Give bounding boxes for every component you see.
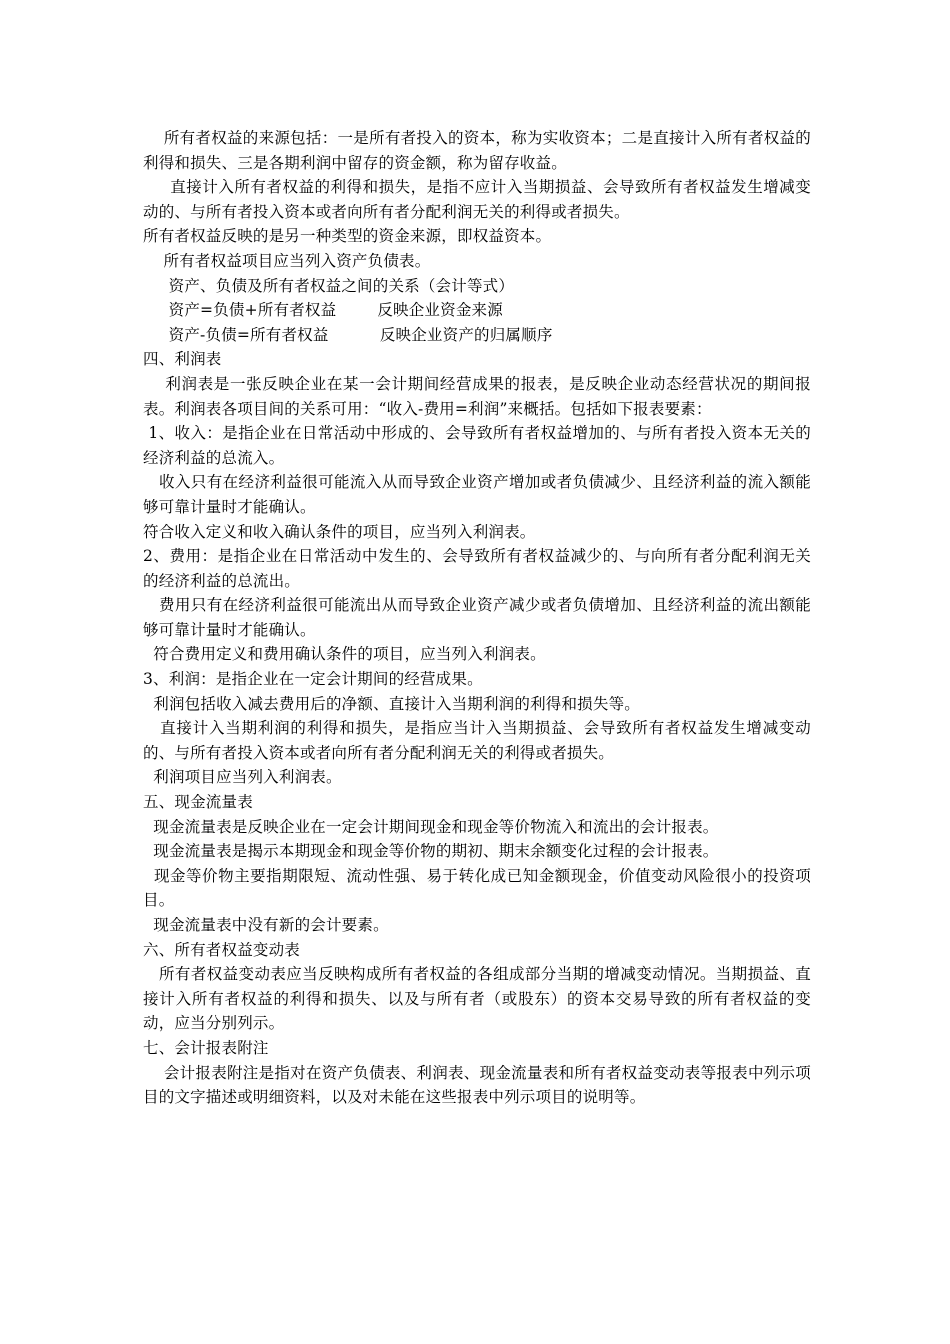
paragraph: 资产=负债+所有者权益 反映企业资金来源 [143,301,503,320]
paragraph: 现金流量表是揭示本期现金和现金等价物的期初、期末余额变化过程的会计报表。 [143,842,719,861]
paragraph: 现金等价物主要指期限短、流动性强、易于转化成已知金额现金，价值变动风险很小的投资项目。 [143,866,812,910]
paragraph: 符合收入定义和收入确认条件的项目，应当列入利润表。 [143,522,536,541]
paragraph: 2、费用：是指企业在日常活动中发生的、会导致所有者权益减少的、与向所有者分配利润无关的经济利益的总流出。 [143,547,811,590]
document-body [143,126,811,1110]
paragraph: 1、收入：是指企业在日常活动中形成的、会导致所有者权益增加的、与所有者投入资本无关的经济利益的总流入。 [143,424,811,467]
section-heading: 六、所有者权益变动表 [143,940,301,959]
section-heading: 五、现金流量表 [143,793,253,812]
paragraph: 会计报表附注是指对在资产负债表、利润表、现金流量表和所有者权益变动表等报表中列示项目的文字描述或明细资料，以及对未能在这些报表中列示项目的说明等。 [143,1063,811,1107]
paragraph: 利润表是一张反映企业在某一会计期间经营成果的报表，是反映企业动态经营状况的期间报表。利润表各项目间的关系可用：“收入-费用=利润”来概括。包括如下报表要素： [143,374,811,418]
paragraph: 现金流量表是反映企业在一定会计期间现金和现金等价物流入和流出的会计报表。 [143,817,719,836]
paragraph: 所有者权益反映的是另一种类型的资金来源，即权益资本。 [143,227,552,246]
paragraph: 所有者权益项目应当列入资产负债表。 [143,251,431,270]
paragraph: 费用只有在经济利益很可能流出从而导致企业资产减少或者负债增加、且经济利益的流出额能够可靠计量时才能确认。 [143,596,812,639]
section-heading: 七、会计报表附注 [143,1038,269,1057]
paragraph: 资产-负债=所有者权益 反映企业资产的归属顺序 [143,325,553,344]
paragraph: 直接计入当期利润的利得和损失，是指应当计入当期损益、会导致所有者权益发生增减变动的、与所有者投入资本或者向所有者分配利润无关的利得或者损失。 [143,719,811,762]
paragraph: 3、利润：是指企业在一定会计期间的经营成果。 [143,670,483,689]
paragraph: 收入只有在经济利益很可能流入从而导致企业资产增加或者负债减少、且经济利益的流入额能够可靠计量时才能确认。 [143,473,812,516]
paragraph: 所有者权益变动表应当反映构成所有者权益的各组成部分当期的增减变动情况。当期损益、直接计入所有者权益的利得和损失、以及与所有者（或股东）的资本交易导致的所有者权益的变动，应当分别列示。 [143,965,812,1033]
paragraph: 直接计入所有者权益的利得和损失，是指不应计入当期损益、会导致所有者权益发生增减变动的、与所有者投入资本或者向所有者分配利润无关的利得或者损失。 [143,178,811,221]
paragraph: 符合费用定义和费用确认条件的项目，应当列入利润表。 [143,645,546,664]
paragraph: 利润项目应当列入利润表。 [143,768,342,787]
paragraph: 所有者权益的来源包括：一是所有者投入的资本，称为实收资本；二是直接计入所有者权益的利得和损失、三是各期利润中留存的资金额，称为留存收益。 [143,129,811,172]
paragraph: 利润包括收入减去费用后的净额、直接计入当期利润的利得和损失等。 [143,694,640,713]
paragraph: 现金流量表中没有新的会计要素。 [143,916,389,934]
paragraph: 资产、负债及所有者权益之间的关系（会计等式） [143,276,515,295]
section-heading: 四、利润表 [143,350,222,369]
